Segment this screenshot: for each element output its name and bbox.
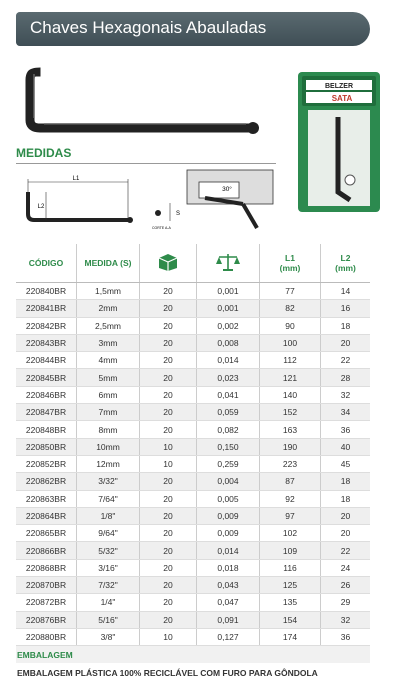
cell-weight: 0,001 [197, 300, 260, 317]
table-row [16, 507, 370, 524]
cell-l1: 163 [260, 421, 321, 438]
cell-weight: 0,001 [197, 283, 260, 300]
product-package-image [298, 72, 380, 212]
l1-unit: (mm) [279, 263, 301, 273]
cell-l2: 20 [321, 507, 371, 524]
table-row [16, 421, 370, 438]
cell-l2: 22 [321, 352, 371, 369]
cell-qty: 10 [140, 628, 197, 645]
cell-medida: 5/32" [77, 542, 140, 559]
cell-l1: 140 [260, 386, 321, 403]
cell-codigo: 220865BR [16, 525, 77, 542]
cell-qty: 10 [140, 455, 197, 472]
cell-l1: 116 [260, 559, 321, 576]
cell-l2: 16 [321, 300, 371, 317]
table-row [16, 352, 370, 369]
table-row [16, 386, 370, 403]
table-row [16, 369, 370, 386]
cell-l2: 32 [321, 386, 371, 403]
cell-l1: 152 [260, 404, 321, 421]
col-l2 [321, 244, 371, 283]
cell-codigo: 220848BR [16, 421, 77, 438]
cell-qty: 20 [140, 559, 197, 576]
table-header-row [16, 244, 370, 283]
cell-weight: 0,259 [197, 455, 260, 472]
cell-l2: 34 [321, 404, 371, 421]
dimension-diagram [16, 172, 141, 234]
cell-l1: 135 [260, 594, 321, 611]
cell-l1: 90 [260, 317, 321, 334]
cell-codigo: 220864BR [16, 507, 77, 524]
cell-medida: 1,5mm [77, 283, 140, 300]
cell-weight: 0,043 [197, 577, 260, 594]
l2-header: L2 [340, 253, 351, 263]
cell-qty: 20 [140, 334, 197, 351]
table-row [16, 542, 370, 559]
cell-codigo: 220862BR [16, 473, 77, 490]
cell-weight: 0,004 [197, 473, 260, 490]
cell-codigo: 220845BR [16, 369, 77, 386]
col-weight [197, 244, 260, 283]
cell-qty: 10 [140, 438, 197, 455]
cell-codigo: 220846BR [16, 386, 77, 403]
cell-codigo: 220866BR [16, 542, 77, 559]
cell-weight: 0,005 [197, 490, 260, 507]
cell-l2: 26 [321, 577, 371, 594]
cell-codigo: 220863BR [16, 490, 77, 507]
cell-qty: 20 [140, 577, 197, 594]
cell-l2: 29 [321, 594, 371, 611]
product-table [16, 244, 370, 682]
cell-l2: 28 [321, 369, 371, 386]
cell-weight: 0,014 [197, 542, 260, 559]
cell-l1: 87 [260, 473, 321, 490]
table-row [16, 490, 370, 507]
cell-weight: 0,059 [197, 404, 260, 421]
cell-medida: 7/64" [77, 490, 140, 507]
cell-codigo: 220872BR [16, 594, 77, 611]
cell-weight: 0,150 [197, 438, 260, 455]
cell-medida: 10mm [77, 438, 140, 455]
divider [16, 163, 276, 164]
cell-l1: 92 [260, 490, 321, 507]
col-box [140, 244, 197, 283]
cell-l1: 121 [260, 369, 321, 386]
table-row [16, 404, 370, 421]
cell-weight: 0,127 [197, 628, 260, 645]
cell-l1: 154 [260, 611, 321, 628]
col-medida: MEDIDA (S) [77, 244, 140, 283]
cell-l1: 125 [260, 577, 321, 594]
cell-medida: 7mm [77, 404, 140, 421]
l2-label: L2 [37, 204, 45, 210]
cell-l2: 40 [321, 438, 371, 455]
cell-weight: 0,041 [197, 386, 260, 403]
cell-medida: 3mm [77, 334, 140, 351]
box-icon [157, 252, 179, 272]
cell-codigo: 220847BR [16, 404, 77, 421]
table-row [16, 334, 370, 351]
cell-weight: 0,002 [197, 317, 260, 334]
cell-weight: 0,023 [197, 369, 260, 386]
cell-l1: 100 [260, 334, 321, 351]
cell-l2: 22 [321, 542, 371, 559]
cell-l2: 36 [321, 628, 371, 645]
hex-key-image [14, 62, 259, 142]
cell-codigo: 220842BR [16, 317, 77, 334]
cell-medida: 3/32" [77, 473, 140, 490]
cell-l1: 97 [260, 507, 321, 524]
col-codigo: CÓDIGO [16, 244, 77, 283]
table-row [16, 300, 370, 317]
table-body [16, 283, 370, 646]
l2-unit: (mm) [335, 263, 356, 273]
cell-l2: 36 [321, 421, 371, 438]
cell-qty: 20 [140, 542, 197, 559]
cell-medida: 8mm [77, 421, 140, 438]
cell-qty: 20 [140, 300, 197, 317]
cell-qty: 20 [140, 525, 197, 542]
cell-l2: 18 [321, 317, 371, 334]
angle-label: 30° [222, 186, 232, 193]
cell-l1: 112 [260, 352, 321, 369]
embalagem-value: EMBALAGEM PLÁSTICA 100% RECICLÁVEL COM FURO PARA GÔNDOLA [16, 663, 370, 682]
cell-medida: 4mm [77, 352, 140, 369]
cell-l2: 18 [321, 490, 371, 507]
cell-l1: 77 [260, 283, 321, 300]
section-diagram [150, 195, 184, 235]
package-brand2: SATA [331, 94, 353, 103]
cell-l1: 174 [260, 628, 321, 645]
angle-diagram [185, 168, 275, 234]
cell-l2: 14 [321, 283, 371, 300]
cell-medida: 2mm [77, 300, 140, 317]
package-brand1: BELZER [325, 83, 353, 90]
cell-codigo: 220850BR [16, 438, 77, 455]
embalagem-label: EMBALAGEM [16, 646, 370, 664]
cell-l2: 20 [321, 525, 371, 542]
l1-label: L1 [72, 176, 80, 182]
cell-weight: 0,047 [197, 594, 260, 611]
cell-qty: 20 [140, 611, 197, 628]
cell-qty: 20 [140, 490, 197, 507]
cell-l1: 190 [260, 438, 321, 455]
page-title: Chaves Hexagonais Abauladas [30, 18, 267, 37]
cell-l2: 32 [321, 611, 371, 628]
cell-weight: 0,082 [197, 421, 260, 438]
table-row [16, 317, 370, 334]
cell-l1: 82 [260, 300, 321, 317]
table-row [16, 577, 370, 594]
scale-icon [215, 252, 241, 272]
cell-weight: 0,018 [197, 559, 260, 576]
cell-medida: 1/4" [77, 594, 140, 611]
cell-codigo: 220880BR [16, 628, 77, 645]
cell-qty: 20 [140, 386, 197, 403]
cell-qty: 20 [140, 404, 197, 421]
table-row [16, 473, 370, 490]
title-bar [16, 12, 370, 46]
cell-codigo: 220840BR [16, 283, 77, 300]
cell-l1: 109 [260, 542, 321, 559]
l1-header: L1 [285, 253, 295, 263]
cell-qty: 20 [140, 594, 197, 611]
cell-weight: 0,009 [197, 525, 260, 542]
cell-codigo: 220843BR [16, 334, 77, 351]
cell-codigo: 220876BR [16, 611, 77, 628]
cell-medida: 3/8" [77, 628, 140, 645]
medidas-heading: MEDIDAS [16, 146, 72, 160]
cell-medida: 6mm [77, 386, 140, 403]
cell-codigo: 220841BR [16, 300, 77, 317]
cell-qty: 20 [140, 283, 197, 300]
cell-l2: 18 [321, 473, 371, 490]
table-row [16, 594, 370, 611]
table-row [16, 525, 370, 542]
table-row [16, 628, 370, 645]
s-label: S [176, 211, 181, 217]
cell-qty: 20 [140, 369, 197, 386]
cell-qty: 20 [140, 421, 197, 438]
cell-l2: 20 [321, 334, 371, 351]
cell-l1: 223 [260, 455, 321, 472]
cell-medida: 2,5mm [77, 317, 140, 334]
cell-medida: 9/64" [77, 525, 140, 542]
cell-qty: 20 [140, 317, 197, 334]
cell-medida: 5/16" [77, 611, 140, 628]
table-row [16, 438, 370, 455]
cell-qty: 20 [140, 473, 197, 490]
col-l1 [260, 244, 321, 283]
cell-medida: 1/8" [77, 507, 140, 524]
cell-codigo: 220868BR [16, 559, 77, 576]
cell-l1: 102 [260, 525, 321, 542]
table-row [16, 559, 370, 576]
table-row [16, 611, 370, 628]
cell-medida: 3/16" [77, 559, 140, 576]
cell-weight: 0,091 [197, 611, 260, 628]
cell-weight: 0,009 [197, 507, 260, 524]
embalagem-value-row [16, 663, 370, 682]
cell-medida: 7/32" [77, 577, 140, 594]
cell-codigo: 220844BR [16, 352, 77, 369]
cell-qty: 20 [140, 507, 197, 524]
cell-qty: 20 [140, 352, 197, 369]
cell-weight: 0,014 [197, 352, 260, 369]
corte-label: CORTE A-A [152, 226, 171, 230]
table-row [16, 455, 370, 472]
embalagem-header-row [16, 646, 370, 664]
table-row [16, 283, 370, 300]
cell-medida: 12mm [77, 455, 140, 472]
cell-codigo: 220870BR [16, 577, 77, 594]
cell-l2: 45 [321, 455, 371, 472]
cell-medida: 5mm [77, 369, 140, 386]
cell-l2: 24 [321, 559, 371, 576]
cell-weight: 0,008 [197, 334, 260, 351]
cell-codigo: 220852BR [16, 455, 77, 472]
